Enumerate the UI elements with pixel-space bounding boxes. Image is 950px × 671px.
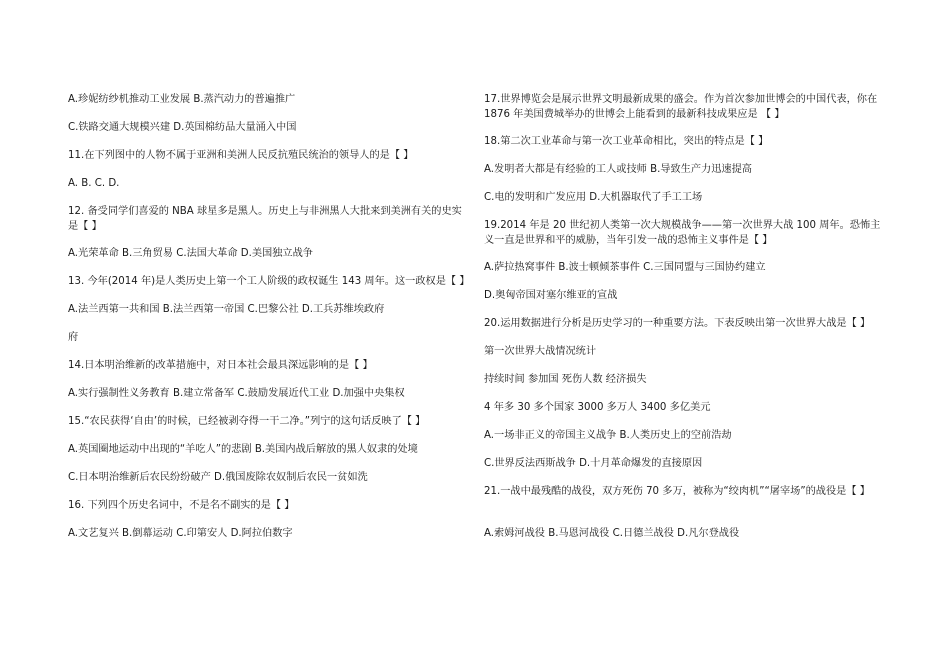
q21-options: A.索姆河战役 B.马恩河战役 C.日德兰战役 D.凡尔登战役 bbox=[484, 528, 740, 539]
q19-stem: 19.2014 年是 20 世纪初人类第一次大规模战争——第一次世界大战 100 周年。恐怖主义一直是世界和平的威胁，当年引发一战的恐怖主义事件是【 】 bbox=[484, 220, 881, 246]
q13-options-continued: 府 bbox=[68, 332, 79, 343]
q14-stem: 14.日本明治维新的改革措施中，对日本社会最具深远影响的是【 】 bbox=[68, 360, 373, 371]
q13-stem: 13. 今年(2014 年)是人类历史上第一个工人阶级的政权诞生 143 周年。这一政权是【 】 bbox=[68, 276, 470, 287]
q20-options-cd: C.世界反法西斯战争 D.十月革命爆发的直接原因 bbox=[484, 458, 703, 469]
q20-table-header: 持续时间 参加国 死伤人数 经济损失 bbox=[484, 374, 647, 385]
q16-stem: 16. 下列四个历史名词中，不是名不副实的是【 】 bbox=[68, 500, 295, 511]
q20-options-ab: A.一场非正义的帝国主义战争 B.人类历史上的空前浩劫 bbox=[484, 430, 732, 441]
q20-stem: 20.运用数据进行分析是历史学习的一种重要方法。下表反映出第一次世界大战是【 】 bbox=[484, 318, 871, 329]
q18-options-cd: C.电的发明和广发应用 D.大机器取代了手工工场 bbox=[484, 192, 703, 203]
q15-stem: 15.“农民获得‘自由’的时候，已经被剥夺得一干二净。”列宁的这句话反映了【 】 bbox=[68, 416, 426, 427]
q10-options-cd: C.铁路交通大规模兴建 D.英国棉纺品大量涌入中国 bbox=[68, 122, 297, 133]
q17-stem: 17.世界博览会是展示世界文明最新成果的盛会。作为首次参加世博会的中国代表，你在 1876 年美国费城举办的世博会上能看到的最新科技成果应是 【 】 bbox=[484, 94, 878, 120]
q18-options-ab: A.发明者大都是有经验的工人或技师 B.导致生产力迅速提高 bbox=[484, 164, 752, 175]
q11-stem: 11.在下列图中的人物不属于亚洲和美洲人民反抗殖民统治的领导人的是【 】 bbox=[68, 150, 414, 161]
q15-options-ab: A.英国圈地运动中出现的“羊吃人”的悲剧 B.美国内战后解放的黑人奴隶的处境 bbox=[68, 444, 418, 455]
q13-options: A.法兰西第一共和国 B.法兰西第一帝国 C.巴黎公社 D.工兵苏维埃政府 bbox=[68, 304, 385, 315]
q21-stem: 21.一战中最残酷的战役，双方死伤 70 多万，被称为“绞肉机”“屠宰场”的战役是【 】 bbox=[484, 486, 870, 497]
q19-options-abc: A.萨拉热窝事件 B.波士顿倾茶事件 C.三国同盟与三国协约建立 bbox=[484, 262, 766, 273]
q10-options-ab: A.珍妮纺纱机推动工业发展 B.蒸汽动力的普遍推广 bbox=[68, 94, 296, 105]
q12-options: A.光荣革命 B.三角贸易 C.法国大革命 D.美国独立战争 bbox=[68, 248, 313, 259]
q15-options-cd: C.日本明治维新后农民纷纷破产 D.俄国废除农奴制后农民一贫如洗 bbox=[68, 472, 368, 483]
q20-table-title: 第一次世界大战情况统计 bbox=[484, 346, 597, 357]
q16-options: A.文艺复兴 B.倒幕运动 C.印第安人 D.阿拉伯数字 bbox=[68, 528, 293, 539]
q12-stem: 12. 备受同学们喜爱的 NBA 球星多是黑人。历史上与非洲黑人大批来到美洲有关的史实是【 】 bbox=[68, 206, 462, 232]
q14-options: A.实行强制性义务教育 B.建立常备军 C.鼓励发展近代工业 D.加强中央集权 bbox=[68, 388, 405, 399]
q20-table-row: 4 年多 30 多个国家 3000 多万人 3400 多亿美元 bbox=[484, 402, 711, 413]
q19-options-d: D.奥匈帝国对塞尔维亚的宣战 bbox=[484, 290, 618, 301]
q11-options: A. B. C. D. bbox=[68, 178, 120, 189]
q18-stem: 18.第二次工业革命与第一次工业革命相比，突出的特点是【 】 bbox=[484, 136, 769, 147]
